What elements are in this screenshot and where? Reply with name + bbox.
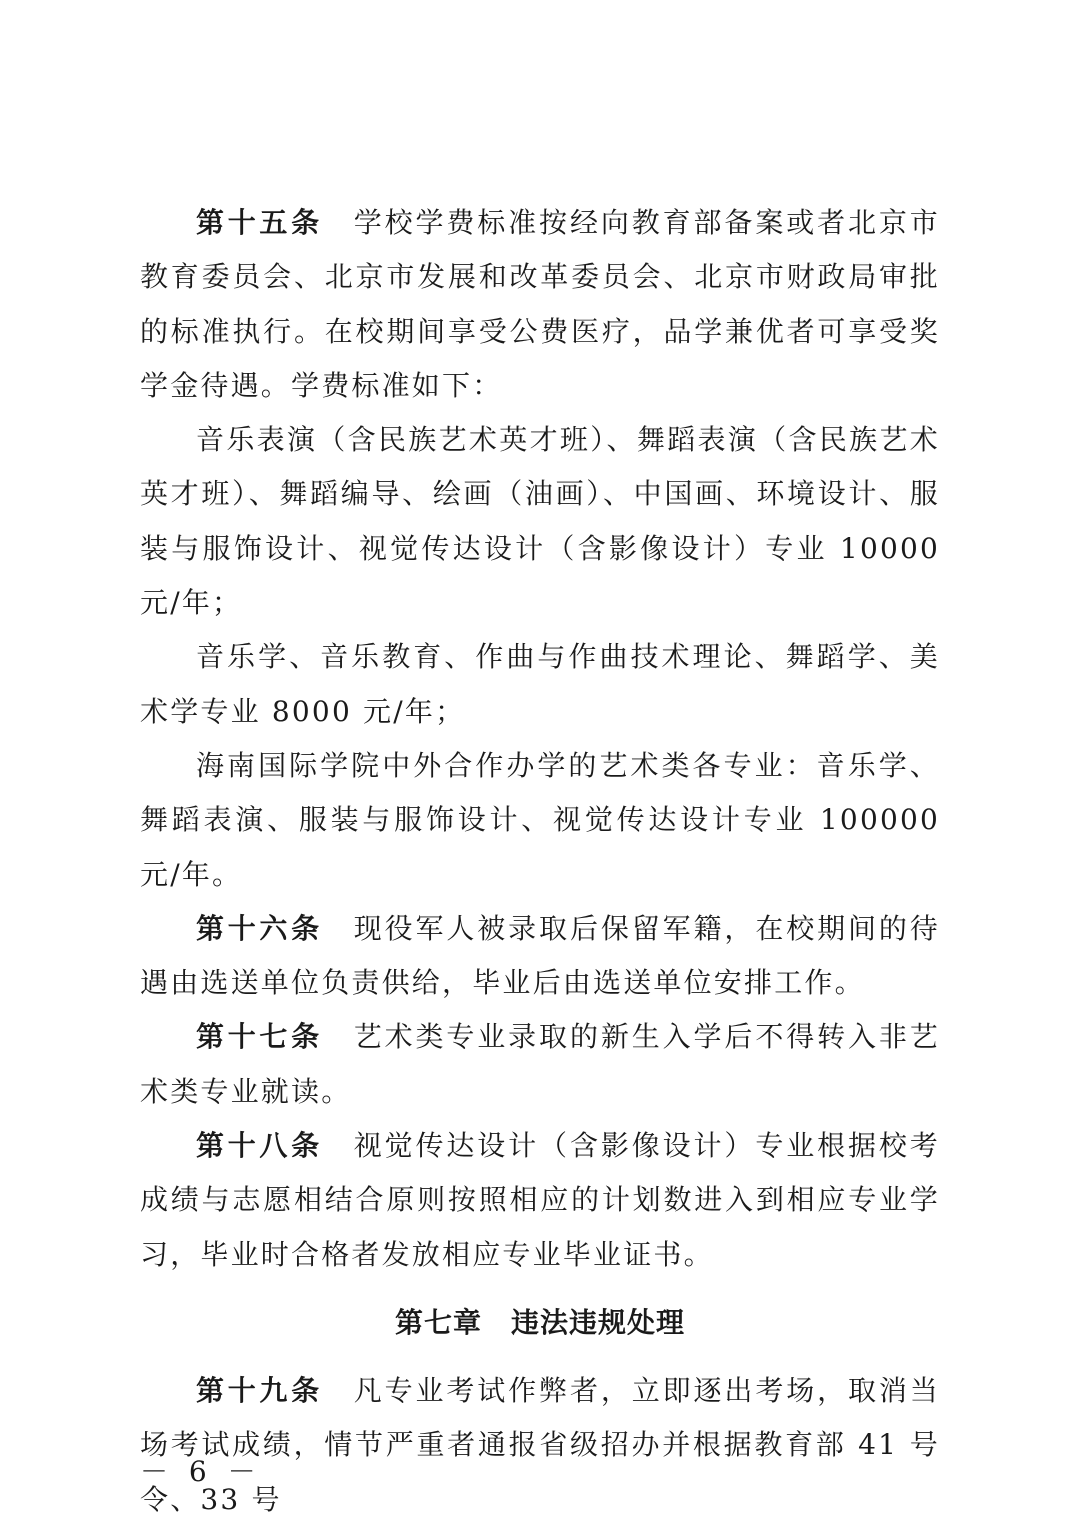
article-18 (140, 1119, 940, 1282)
article-title: 第十九条 (196, 1373, 323, 1407)
article-15 (140, 196, 940, 413)
article-body: 凡专业考试作弊者，立即逐出考场，取消当场考试成绩，情节严重者通报省级招办并根据教育部 41 号令、33 号 (140, 1373, 940, 1516)
article-title: 第十八条 (196, 1129, 323, 1163)
article-19 (140, 1364, 940, 1527)
article-body: 现役军人被录取后保留军籍，在校期间的待遇由选送单位负责供给，毕业后由选送单位安排工作。 (140, 911, 940, 1000)
article-title: 第十六条 (196, 911, 323, 945)
article-body: 学校学费标准按经向教育部备案或者北京市教育委员会、北京市发展和改革委员会、北京市财政局审批的标准执行。在校期间享受公费医疗，品学兼优者可享受奖学金待遇。学费标准如下： (140, 206, 940, 402)
fee-paragraph: 音乐学、音乐教育、作曲与作曲技术理论、舞蹈学、美术学专业 8000 元/年； (140, 640, 940, 728)
article-body: 视觉传达设计（含影像设计）专业根据校考成绩与志愿相结合原则按照相应的计划数进入到相应专业学习，毕业时合格者发放相应专业毕业证书。 (140, 1129, 940, 1271)
article-16 (140, 902, 940, 1011)
article-title: 第十五条 (196, 206, 323, 239)
page-number: － 6 － (140, 1455, 262, 1488)
article-body: 艺术类专业录取的新生入学后不得转入非艺术类专业就读。 (140, 1020, 940, 1108)
fee-paragraph: 海南国际学院中外合作办学的艺术类各专业：音乐学、舞蹈表演、服装与服饰设计、视觉传达设计专业 100000 元/年。 (140, 748, 952, 891)
fee-paragraph: 音乐表演（含民族艺术英才班）、舞蹈表演（含民族艺术英才班）、舞蹈编导、绘画（油画）、中国画、环境设计、服装与服饰设计、视觉传达设计（含影像设计）专业 10000 元/年； (140, 423, 952, 620)
chapter-heading: 第七章 违法违规处理 (394, 1305, 685, 1339)
article-title: 第十七条 (196, 1020, 323, 1054)
document-body (140, 196, 952, 1527)
article-17 (140, 1010, 940, 1119)
